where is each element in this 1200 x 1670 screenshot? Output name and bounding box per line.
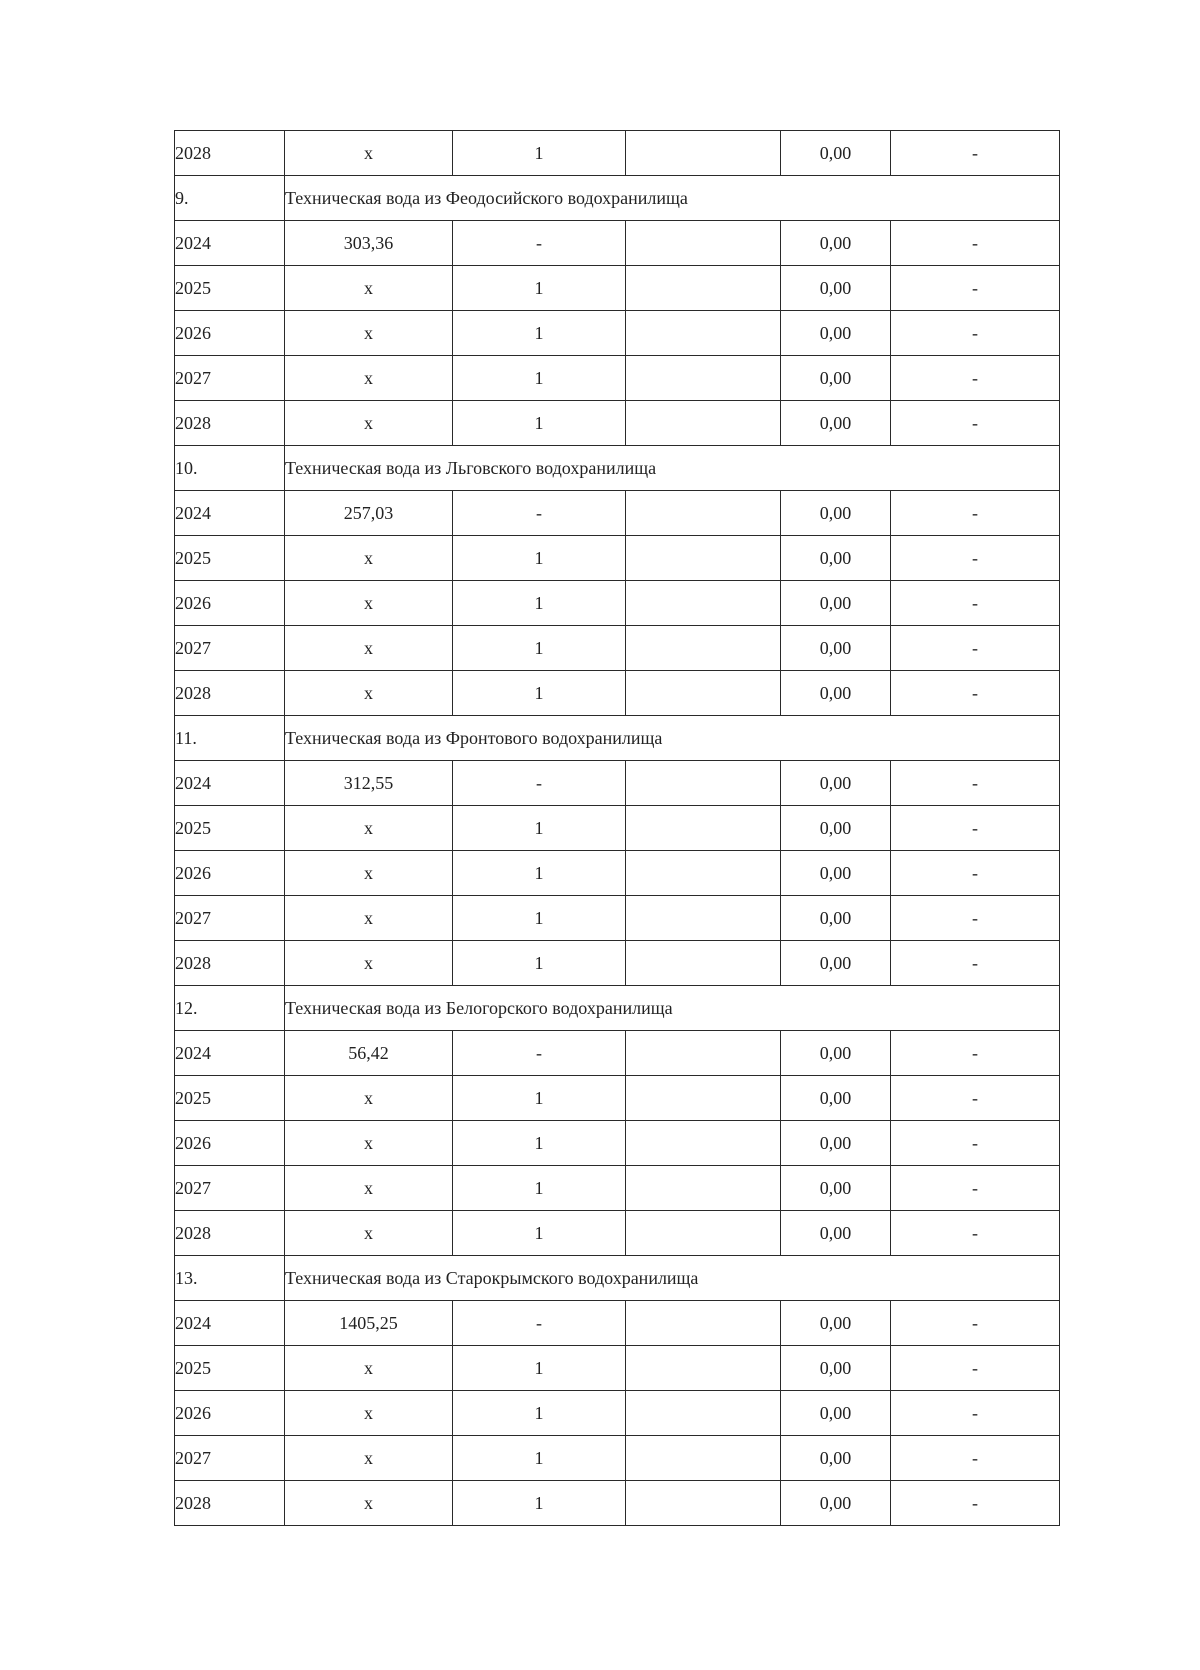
empty-cell <box>626 1121 781 1166</box>
section-title: Техническая вода из Белогорского водохранилища <box>285 986 1060 1031</box>
value-cell: х <box>285 581 453 626</box>
empty-cell <box>626 1481 781 1526</box>
empty-cell <box>626 626 781 671</box>
dash-cell: - <box>891 1031 1060 1076</box>
table-row <box>175 626 1060 671</box>
dash-cell: - <box>891 311 1060 356</box>
year-cell: 2026 <box>175 1391 285 1436</box>
table-row <box>175 491 1060 536</box>
amount-cell: 0,00 <box>781 851 891 896</box>
dash-cell: - <box>891 1436 1060 1481</box>
dash-cell: - <box>891 896 1060 941</box>
dash-cell: - <box>891 626 1060 671</box>
flag-cell: 1 <box>453 941 626 986</box>
table-row <box>175 1301 1060 1346</box>
flag-cell: 1 <box>453 311 626 356</box>
dash-cell: - <box>891 1166 1060 1211</box>
value-cell: х <box>285 941 453 986</box>
flag-cell: 1 <box>453 1076 626 1121</box>
tariff-table <box>174 130 1060 1526</box>
section-header-row <box>175 986 1060 1031</box>
flag-cell: - <box>453 1301 626 1346</box>
year-cell: 2028 <box>175 131 285 176</box>
year-cell: 2024 <box>175 1031 285 1076</box>
year-cell: 2026 <box>175 581 285 626</box>
section-number: 10. <box>175 446 285 491</box>
value-cell: х <box>285 1391 453 1436</box>
dash-cell: - <box>891 131 1060 176</box>
value-cell: х <box>285 356 453 401</box>
table-row <box>175 1436 1060 1481</box>
table-row <box>175 1346 1060 1391</box>
dash-cell: - <box>891 1301 1060 1346</box>
amount-cell: 0,00 <box>781 626 891 671</box>
flag-cell: 1 <box>453 896 626 941</box>
dash-cell: - <box>891 491 1060 536</box>
table-row <box>175 1481 1060 1526</box>
empty-cell <box>626 941 781 986</box>
flag-cell: 1 <box>453 1166 626 1211</box>
section-header-row <box>175 716 1060 761</box>
empty-cell <box>626 671 781 716</box>
empty-cell <box>626 1211 781 1256</box>
section-header-row <box>175 1256 1060 1301</box>
empty-cell <box>626 491 781 536</box>
table-row <box>175 1031 1060 1076</box>
year-cell: 2027 <box>175 356 285 401</box>
dash-cell: - <box>891 536 1060 581</box>
amount-cell: 0,00 <box>781 761 891 806</box>
table-row <box>175 761 1060 806</box>
empty-cell <box>626 851 781 896</box>
empty-cell <box>626 1301 781 1346</box>
flag-cell: 1 <box>453 1391 626 1436</box>
section-number: 9. <box>175 176 285 221</box>
year-cell: 2024 <box>175 761 285 806</box>
year-cell: 2025 <box>175 1076 285 1121</box>
amount-cell: 0,00 <box>781 941 891 986</box>
flag-cell: 1 <box>453 806 626 851</box>
table-row <box>175 581 1060 626</box>
flag-cell: 1 <box>453 131 626 176</box>
dash-cell: - <box>891 1346 1060 1391</box>
flag-cell: - <box>453 491 626 536</box>
amount-cell: 0,00 <box>781 536 891 581</box>
year-cell: 2027 <box>175 896 285 941</box>
flag-cell: 1 <box>453 401 626 446</box>
dash-cell: - <box>891 581 1060 626</box>
year-cell: 2028 <box>175 941 285 986</box>
dash-cell: - <box>891 761 1060 806</box>
table-row <box>175 1121 1060 1166</box>
table-body <box>175 131 1060 1526</box>
year-cell: 2028 <box>175 1211 285 1256</box>
amount-cell: 0,00 <box>781 1481 891 1526</box>
table-row <box>175 941 1060 986</box>
dash-cell: - <box>891 1391 1060 1436</box>
dash-cell: - <box>891 1481 1060 1526</box>
dash-cell: - <box>891 1076 1060 1121</box>
table-row <box>175 536 1060 581</box>
section-header-row <box>175 176 1060 221</box>
flag-cell: 1 <box>453 266 626 311</box>
flag-cell: 1 <box>453 1211 626 1256</box>
amount-cell: 0,00 <box>781 266 891 311</box>
value-cell: х <box>285 131 453 176</box>
table-row <box>175 131 1060 176</box>
year-cell: 2024 <box>175 491 285 536</box>
value-cell: 303,36 <box>285 221 453 266</box>
value-cell: 1405,25 <box>285 1301 453 1346</box>
amount-cell: 0,00 <box>781 671 891 716</box>
value-cell: х <box>285 626 453 671</box>
amount-cell: 0,00 <box>781 1121 891 1166</box>
amount-cell: 0,00 <box>781 491 891 536</box>
value-cell: х <box>285 1436 453 1481</box>
dash-cell: - <box>891 851 1060 896</box>
section-title: Техническая вода из Фронтового водохранилища <box>285 716 1060 761</box>
year-cell: 2026 <box>175 311 285 356</box>
dash-cell: - <box>891 401 1060 446</box>
year-cell: 2028 <box>175 1481 285 1526</box>
empty-cell <box>626 1436 781 1481</box>
value-cell: х <box>285 1211 453 1256</box>
table-row <box>175 311 1060 356</box>
value-cell: 312,55 <box>285 761 453 806</box>
dash-cell: - <box>891 806 1060 851</box>
empty-cell <box>626 266 781 311</box>
year-cell: 2025 <box>175 1346 285 1391</box>
amount-cell: 0,00 <box>781 581 891 626</box>
dash-cell: - <box>891 266 1060 311</box>
section-number: 11. <box>175 716 285 761</box>
amount-cell: 0,00 <box>781 1391 891 1436</box>
year-cell: 2027 <box>175 1166 285 1211</box>
year-cell: 2028 <box>175 671 285 716</box>
empty-cell <box>626 1076 781 1121</box>
flag-cell: - <box>453 761 626 806</box>
section-title: Техническая вода из Старокрымского водохранилища <box>285 1256 1060 1301</box>
table-row <box>175 1391 1060 1436</box>
section-number: 13. <box>175 1256 285 1301</box>
table-row <box>175 401 1060 446</box>
value-cell: х <box>285 1166 453 1211</box>
value-cell: х <box>285 266 453 311</box>
empty-cell <box>626 1346 781 1391</box>
value-cell: х <box>285 1121 453 1166</box>
amount-cell: 0,00 <box>781 1076 891 1121</box>
flag-cell: 1 <box>453 1121 626 1166</box>
value-cell: х <box>285 1481 453 1526</box>
value-cell: 56,42 <box>285 1031 453 1076</box>
empty-cell <box>626 1031 781 1076</box>
empty-cell <box>626 131 781 176</box>
value-cell: х <box>285 851 453 896</box>
year-cell: 2026 <box>175 1121 285 1166</box>
empty-cell <box>626 356 781 401</box>
amount-cell: 0,00 <box>781 1211 891 1256</box>
amount-cell: 0,00 <box>781 131 891 176</box>
flag-cell: 1 <box>453 356 626 401</box>
flag-cell: - <box>453 221 626 266</box>
empty-cell <box>626 896 781 941</box>
flag-cell: - <box>453 1031 626 1076</box>
section-number: 12. <box>175 986 285 1031</box>
value-cell: х <box>285 401 453 446</box>
amount-cell: 0,00 <box>781 1436 891 1481</box>
amount-cell: 0,00 <box>781 1346 891 1391</box>
amount-cell: 0,00 <box>781 1166 891 1211</box>
flag-cell: 1 <box>453 1481 626 1526</box>
value-cell: х <box>285 536 453 581</box>
table-row <box>175 1076 1060 1121</box>
empty-cell <box>626 401 781 446</box>
amount-cell: 0,00 <box>781 356 891 401</box>
amount-cell: 0,00 <box>781 896 891 941</box>
section-title: Техническая вода из Феодосийского водохранилища <box>285 176 1060 221</box>
year-cell: 2025 <box>175 266 285 311</box>
year-cell: 2025 <box>175 806 285 851</box>
flag-cell: 1 <box>453 626 626 671</box>
year-cell: 2024 <box>175 1301 285 1346</box>
table-row <box>175 896 1060 941</box>
value-cell: х <box>285 896 453 941</box>
value-cell: х <box>285 1346 453 1391</box>
value-cell: х <box>285 311 453 356</box>
year-cell: 2027 <box>175 626 285 671</box>
empty-cell <box>626 536 781 581</box>
flag-cell: 1 <box>453 1346 626 1391</box>
table-row <box>175 806 1060 851</box>
empty-cell <box>626 221 781 266</box>
year-cell: 2027 <box>175 1436 285 1481</box>
flag-cell: 1 <box>453 581 626 626</box>
flag-cell: 1 <box>453 851 626 896</box>
amount-cell: 0,00 <box>781 1031 891 1076</box>
dash-cell: - <box>891 221 1060 266</box>
table-row <box>175 1166 1060 1211</box>
table-row <box>175 221 1060 266</box>
flag-cell: 1 <box>453 1436 626 1481</box>
value-cell: х <box>285 806 453 851</box>
amount-cell: 0,00 <box>781 311 891 356</box>
value-cell: х <box>285 671 453 716</box>
dash-cell: - <box>891 356 1060 401</box>
value-cell: х <box>285 1076 453 1121</box>
year-cell: 2025 <box>175 536 285 581</box>
empty-cell <box>626 311 781 356</box>
flag-cell: 1 <box>453 671 626 716</box>
dash-cell: - <box>891 1121 1060 1166</box>
value-cell: 257,03 <box>285 491 453 536</box>
dash-cell: - <box>891 941 1060 986</box>
table-row <box>175 266 1060 311</box>
empty-cell <box>626 581 781 626</box>
dash-cell: - <box>891 671 1060 716</box>
dash-cell: - <box>891 1211 1060 1256</box>
year-cell: 2028 <box>175 401 285 446</box>
year-cell: 2026 <box>175 851 285 896</box>
empty-cell <box>626 761 781 806</box>
empty-cell <box>626 1391 781 1436</box>
section-title: Техническая вода из Льговского водохранилища <box>285 446 1060 491</box>
table-row <box>175 356 1060 401</box>
year-cell: 2024 <box>175 221 285 266</box>
table-row <box>175 1211 1060 1256</box>
empty-cell <box>626 1166 781 1211</box>
empty-cell <box>626 806 781 851</box>
flag-cell: 1 <box>453 536 626 581</box>
section-header-row <box>175 446 1060 491</box>
amount-cell: 0,00 <box>781 401 891 446</box>
amount-cell: 0,00 <box>781 1301 891 1346</box>
table-row <box>175 851 1060 896</box>
table-row <box>175 671 1060 716</box>
amount-cell: 0,00 <box>781 221 891 266</box>
amount-cell: 0,00 <box>781 806 891 851</box>
